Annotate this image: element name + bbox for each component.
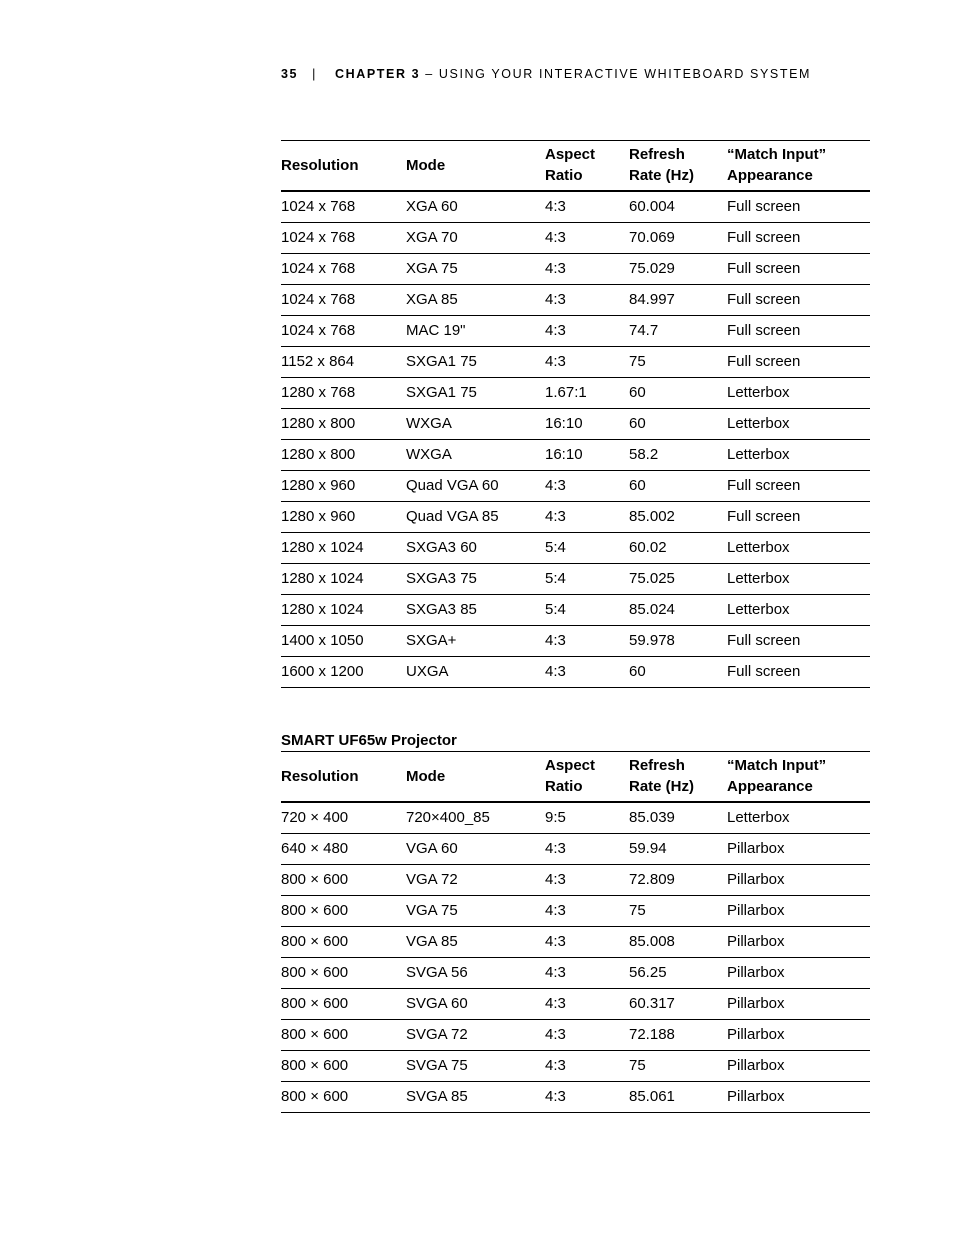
cell-mode: UXGA	[406, 657, 545, 688]
cell-resolution: 1024 x 768	[281, 316, 406, 347]
cell-resolution: 1400 x 1050	[281, 626, 406, 657]
cell-mode: MAC 19"	[406, 316, 545, 347]
cell-aspect-ratio: 4:3	[545, 316, 629, 347]
cell-aspect-ratio: 4:3	[545, 927, 629, 958]
table-row	[281, 316, 870, 347]
cell-appearance: Pillarbox	[727, 896, 870, 927]
cell-aspect-ratio: 4:3	[545, 285, 629, 316]
chapter-title: – USING YOUR INTERACTIVE WHITEBOARD SYSTEM	[425, 67, 812, 81]
cell-appearance: Full screen	[727, 254, 870, 285]
cell-refresh-rate: 75.029	[629, 254, 727, 285]
cell-mode: SXGA3 60	[406, 533, 545, 564]
cell-appearance: Pillarbox	[727, 958, 870, 989]
table-body	[281, 802, 870, 1113]
cell-mode: SVGA 72	[406, 1020, 545, 1051]
cell-refresh-rate: 75.025	[629, 564, 727, 595]
cell-appearance: Pillarbox	[727, 1051, 870, 1082]
cell-resolution: 800 × 600	[281, 1051, 406, 1082]
table-row	[281, 958, 870, 989]
cell-appearance: Pillarbox	[727, 989, 870, 1020]
cell-mode: XGA 75	[406, 254, 545, 285]
table-row	[281, 802, 870, 834]
table-header-row	[281, 141, 870, 192]
cell-appearance: Full screen	[727, 471, 870, 502]
cell-mode: SXGA1 75	[406, 347, 545, 378]
cell-refresh-rate: 85.039	[629, 802, 727, 834]
running-header	[281, 66, 811, 82]
cell-mode: VGA 75	[406, 896, 545, 927]
cell-resolution: 1024 x 768	[281, 223, 406, 254]
cell-mode: SXGA3 85	[406, 595, 545, 626]
cell-aspect-ratio: 4:3	[545, 834, 629, 865]
column-header-match-input-appearance: “Match Input” Appearance	[727, 752, 870, 803]
cell-refresh-rate: 72.188	[629, 1020, 727, 1051]
table-row	[281, 989, 870, 1020]
cell-resolution: 800 × 600	[281, 989, 406, 1020]
cell-refresh-rate: 72.809	[629, 865, 727, 896]
cell-resolution: 1024 x 768	[281, 254, 406, 285]
table-row	[281, 285, 870, 316]
cell-resolution: 1600 x 1200	[281, 657, 406, 688]
cell-appearance: Letterbox	[727, 440, 870, 471]
cell-resolution: 640 × 480	[281, 834, 406, 865]
cell-appearance: Letterbox	[727, 533, 870, 564]
cell-refresh-rate: 85.061	[629, 1082, 727, 1113]
cell-aspect-ratio: 4:3	[545, 1020, 629, 1051]
cell-appearance: Full screen	[727, 285, 870, 316]
cell-mode: SXGA+	[406, 626, 545, 657]
cell-appearance: Full screen	[727, 347, 870, 378]
cell-mode: XGA 70	[406, 223, 545, 254]
table-row	[281, 223, 870, 254]
cell-resolution: 1280 x 1024	[281, 533, 406, 564]
table-row	[281, 896, 870, 927]
cell-resolution: 1280 x 768	[281, 378, 406, 409]
cell-resolution: 1280 x 800	[281, 409, 406, 440]
cell-appearance: Letterbox	[727, 409, 870, 440]
cell-appearance: Pillarbox	[727, 1020, 870, 1051]
cell-appearance: Full screen	[727, 626, 870, 657]
cell-aspect-ratio: 5:4	[545, 564, 629, 595]
table-title: SMART UF65w Projector	[281, 732, 457, 749]
cell-resolution: 1280 x 960	[281, 502, 406, 533]
cell-refresh-rate: 70.069	[629, 223, 727, 254]
table-body	[281, 191, 870, 688]
cell-aspect-ratio: 5:4	[545, 533, 629, 564]
table-row	[281, 409, 870, 440]
cell-mode: VGA 72	[406, 865, 545, 896]
cell-aspect-ratio: 1.67:1	[545, 378, 629, 409]
cell-mode: SVGA 56	[406, 958, 545, 989]
cell-mode: SVGA 60	[406, 989, 545, 1020]
column-header-aspect-ratio: Aspect Ratio	[545, 141, 629, 192]
cell-aspect-ratio: 4:3	[545, 865, 629, 896]
cell-appearance: Pillarbox	[727, 865, 870, 896]
header-separator: |	[312, 67, 317, 81]
table-row	[281, 834, 870, 865]
cell-refresh-rate: 85.008	[629, 927, 727, 958]
cell-aspect-ratio: 4:3	[545, 502, 629, 533]
table-header-row	[281, 752, 870, 803]
cell-mode: XGA 85	[406, 285, 545, 316]
cell-refresh-rate: 60.02	[629, 533, 727, 564]
cell-resolution: 1280 x 800	[281, 440, 406, 471]
cell-resolution: 1024 x 768	[281, 191, 406, 223]
cell-refresh-rate: 75	[629, 1051, 727, 1082]
cell-mode: 720×400_85	[406, 802, 545, 834]
cell-refresh-rate: 60	[629, 657, 727, 688]
cell-refresh-rate: 85.024	[629, 595, 727, 626]
cell-mode: SXGA1 75	[406, 378, 545, 409]
cell-refresh-rate: 60.317	[629, 989, 727, 1020]
cell-refresh-rate: 60	[629, 471, 727, 502]
cell-refresh-rate: 84.997	[629, 285, 727, 316]
column-header-match-input-appearance: “Match Input” Appearance	[727, 141, 870, 192]
cell-appearance: Full screen	[727, 223, 870, 254]
cell-mode: WXGA	[406, 409, 545, 440]
cell-aspect-ratio: 4:3	[545, 191, 629, 223]
cell-refresh-rate: 59.94	[629, 834, 727, 865]
table-row	[281, 595, 870, 626]
cell-mode: Quad VGA 60	[406, 471, 545, 502]
column-header-mode: Mode	[406, 752, 545, 803]
cell-mode: SXGA3 75	[406, 564, 545, 595]
cell-aspect-ratio: 4:3	[545, 989, 629, 1020]
cell-appearance: Pillarbox	[727, 927, 870, 958]
cell-resolution: 800 × 600	[281, 1082, 406, 1113]
cell-resolution: 800 × 600	[281, 958, 406, 989]
column-header-mode: Mode	[406, 141, 545, 192]
cell-aspect-ratio: 4:3	[545, 471, 629, 502]
column-header-resolution: Resolution	[281, 141, 406, 192]
table-row	[281, 927, 870, 958]
cell-refresh-rate: 75	[629, 347, 727, 378]
cell-refresh-rate: 58.2	[629, 440, 727, 471]
cell-mode: SVGA 85	[406, 1082, 545, 1113]
table-row	[281, 347, 870, 378]
cell-appearance: Letterbox	[727, 564, 870, 595]
cell-appearance: Full screen	[727, 657, 870, 688]
cell-resolution: 800 × 600	[281, 927, 406, 958]
cell-mode: SVGA 75	[406, 1051, 545, 1082]
cell-aspect-ratio: 16:10	[545, 440, 629, 471]
cell-aspect-ratio: 4:3	[545, 1051, 629, 1082]
table-row	[281, 626, 870, 657]
cell-aspect-ratio: 5:4	[545, 595, 629, 626]
cell-appearance: Letterbox	[727, 802, 870, 834]
cell-aspect-ratio: 4:3	[545, 958, 629, 989]
cell-refresh-rate: 59.978	[629, 626, 727, 657]
table-row	[281, 865, 870, 896]
cell-mode: VGA 60	[406, 834, 545, 865]
cell-refresh-rate: 60.004	[629, 191, 727, 223]
table-row	[281, 254, 870, 285]
resolution-table-1	[281, 140, 870, 688]
cell-resolution: 1024 x 768	[281, 285, 406, 316]
cell-aspect-ratio: 4:3	[545, 254, 629, 285]
chapter-label: CHAPTER 3	[334, 67, 421, 81]
cell-mode: Quad VGA 85	[406, 502, 545, 533]
cell-appearance: Full screen	[727, 502, 870, 533]
column-header-refresh-rate: Refresh Rate (Hz)	[629, 141, 727, 192]
cell-resolution: 1152 x 864	[281, 347, 406, 378]
column-header-resolution: Resolution	[281, 752, 406, 803]
cell-refresh-rate: 60	[629, 378, 727, 409]
cell-aspect-ratio: 4:3	[545, 896, 629, 927]
cell-aspect-ratio: 9:5	[545, 802, 629, 834]
cell-resolution: 1280 x 1024	[281, 564, 406, 595]
cell-refresh-rate: 60	[629, 409, 727, 440]
cell-aspect-ratio: 4:3	[545, 347, 629, 378]
cell-refresh-rate: 75	[629, 896, 727, 927]
cell-aspect-ratio: 4:3	[545, 223, 629, 254]
table-row	[281, 191, 870, 223]
cell-refresh-rate: 74.7	[629, 316, 727, 347]
cell-resolution: 800 × 600	[281, 1020, 406, 1051]
table-row	[281, 564, 870, 595]
resolution-table-2	[281, 751, 870, 1113]
cell-aspect-ratio: 4:3	[545, 626, 629, 657]
table-row	[281, 440, 870, 471]
cell-aspect-ratio: 4:3	[545, 1082, 629, 1113]
table-row	[281, 471, 870, 502]
table-row	[281, 1020, 870, 1051]
cell-appearance: Letterbox	[727, 595, 870, 626]
cell-mode: VGA 85	[406, 927, 545, 958]
cell-appearance: Pillarbox	[727, 1082, 870, 1113]
table-row	[281, 378, 870, 409]
table-row	[281, 1082, 870, 1113]
cell-refresh-rate: 56.25	[629, 958, 727, 989]
cell-mode: WXGA	[406, 440, 545, 471]
cell-resolution: 1280 x 1024	[281, 595, 406, 626]
cell-refresh-rate: 85.002	[629, 502, 727, 533]
cell-resolution: 800 × 600	[281, 896, 406, 927]
table-row	[281, 502, 870, 533]
cell-resolution: 800 × 600	[281, 865, 406, 896]
table-row	[281, 1051, 870, 1082]
cell-resolution: 720 × 400	[281, 802, 406, 834]
cell-appearance: Full screen	[727, 191, 870, 223]
table-row	[281, 533, 870, 564]
cell-mode: XGA 60	[406, 191, 545, 223]
cell-resolution: 1280 x 960	[281, 471, 406, 502]
cell-appearance: Pillarbox	[727, 834, 870, 865]
cell-appearance: Full screen	[727, 316, 870, 347]
cell-aspect-ratio: 16:10	[545, 409, 629, 440]
cell-appearance: Letterbox	[727, 378, 870, 409]
column-header-aspect-ratio: Aspect Ratio	[545, 752, 629, 803]
column-header-refresh-rate: Refresh Rate (Hz)	[629, 752, 727, 803]
table-row	[281, 657, 870, 688]
page-number: 35	[281, 67, 299, 81]
cell-aspect-ratio: 4:3	[545, 657, 629, 688]
